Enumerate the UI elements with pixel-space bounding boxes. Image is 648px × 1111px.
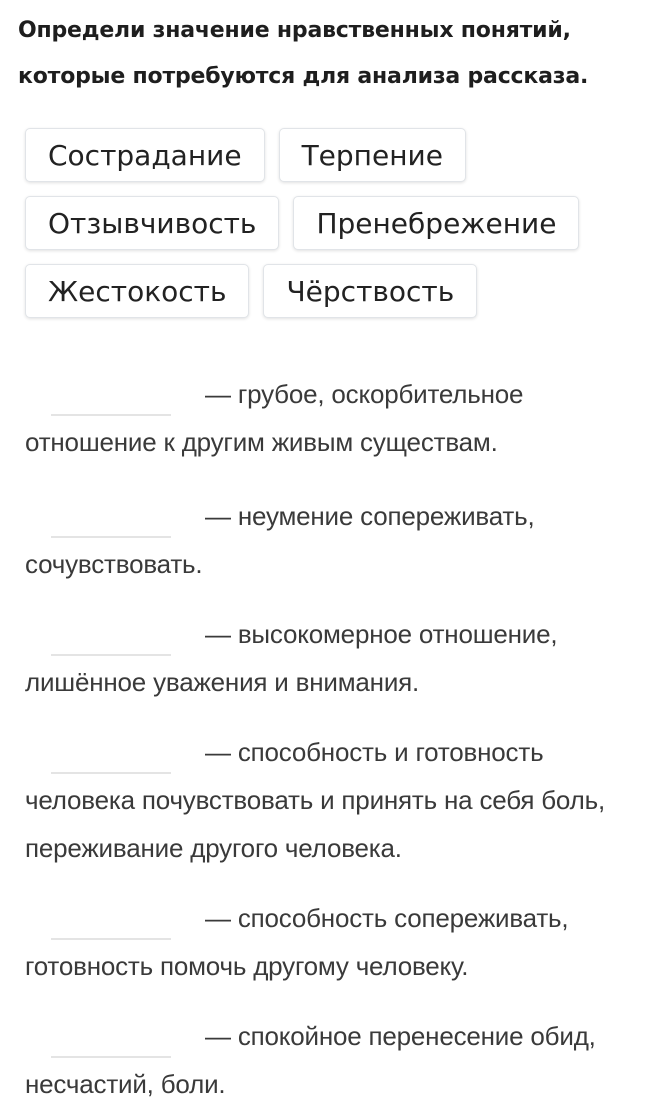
definition-item bbox=[25, 370, 640, 466]
word-chip-patience[interactable]: Терпение bbox=[279, 128, 466, 182]
answer-drop-zone[interactable] bbox=[51, 938, 171, 940]
definition-text: — спокойное перенесение обид, несчастий, боли. bbox=[25, 1021, 596, 1099]
word-chip-neglect[interactable]: Пренебрежение bbox=[293, 196, 579, 250]
definition-item bbox=[25, 894, 640, 990]
answer-drop-zone[interactable] bbox=[51, 414, 171, 416]
definition-item bbox=[25, 492, 640, 588]
word-bank-row bbox=[25, 196, 625, 250]
task-instruction: Определи значение нравственных понятий, которые потребуются для анализа рассказа. bbox=[18, 18, 589, 89]
word-chip-compassion[interactable]: Сострадание bbox=[25, 128, 265, 182]
word-bank bbox=[25, 128, 625, 332]
word-chip-cruelty[interactable]: Жестокость bbox=[25, 264, 249, 318]
definition-item bbox=[25, 1012, 640, 1108]
definition-text: — способность и готовность человека почувствовать и принять на себя боль, переживание другого человека. bbox=[25, 737, 605, 863]
answer-drop-zone[interactable] bbox=[51, 536, 171, 538]
definition-item bbox=[25, 610, 640, 706]
definitions-list bbox=[25, 370, 640, 1108]
definition-text: — грубое, оскорбительное отношение к другим живым существам. bbox=[25, 379, 524, 457]
answer-drop-zone[interactable] bbox=[51, 654, 171, 656]
word-chip-responsiveness[interactable]: Отзывчивость bbox=[25, 196, 279, 250]
answer-drop-zone[interactable] bbox=[51, 1056, 171, 1058]
answer-drop-zone[interactable] bbox=[51, 772, 171, 774]
definition-text: — способность сопереживать, готовность помочь другому человеку. bbox=[25, 903, 569, 981]
definition-text: — неумение сопереживать, сочувствовать. bbox=[25, 501, 535, 579]
word-chip-callousness[interactable]: Чёрствость bbox=[263, 264, 477, 318]
definition-item bbox=[25, 728, 640, 872]
word-bank-row bbox=[25, 264, 625, 318]
definition-text: — высокомерное отношение, лишённое уважения и внимания. bbox=[25, 619, 558, 697]
word-bank-row bbox=[25, 128, 625, 182]
